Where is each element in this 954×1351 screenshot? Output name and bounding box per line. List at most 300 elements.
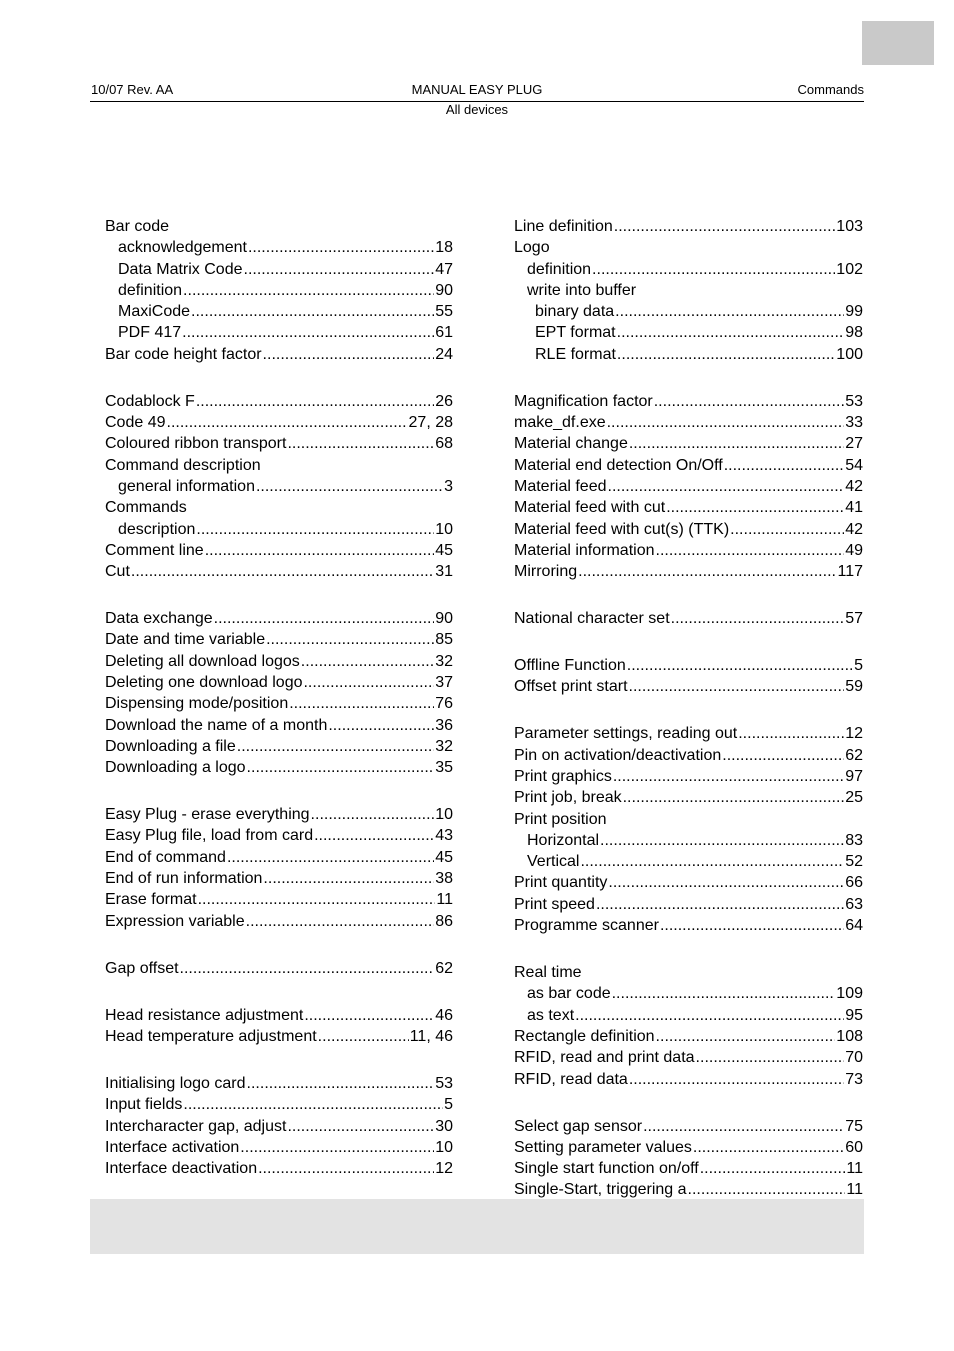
index-entry-page: 63 <box>845 895 863 913</box>
index-entry-label: Bar code height factor <box>105 345 262 363</box>
index-entry-label: Dispensing mode/position <box>105 695 289 713</box>
index-entry <box>514 723 863 744</box>
dot-leader <box>617 344 835 365</box>
dot-leader <box>608 872 844 893</box>
index-entry-page: 30 <box>435 1117 453 1135</box>
index-entry-label: Bar code <box>105 218 170 235</box>
dot-leader <box>246 911 435 932</box>
dot-leader <box>311 804 435 825</box>
index-entry-page: 98 <box>845 324 863 342</box>
group-spacer <box>105 1047 453 1073</box>
manual-title: MANUAL EASY PLUG <box>411 82 543 97</box>
index-entry-label: Date and time variable <box>105 631 266 649</box>
index-entry-label: Data exchange <box>105 610 213 628</box>
dot-leader <box>205 540 435 561</box>
dot-leader <box>607 412 845 433</box>
index-entry-label: EPT format <box>535 324 616 342</box>
index-entry <box>105 825 453 846</box>
index-entry <box>105 629 453 650</box>
index-entry-page: 31 <box>435 563 453 581</box>
index-entry <box>105 757 453 778</box>
dot-leader <box>131 561 434 582</box>
index-entry-page: 62 <box>845 746 863 764</box>
index-entry <box>514 1158 863 1179</box>
index-entry <box>105 958 453 979</box>
index-entry <box>105 301 453 322</box>
dot-leader <box>167 412 408 433</box>
index-entry <box>105 736 453 757</box>
index-entry-page: 11 <box>846 1160 863 1178</box>
index-entry <box>105 1158 453 1179</box>
index-entry <box>105 672 453 693</box>
index-column-left <box>105 216 453 1179</box>
device-scope-label: All devices <box>445 102 509 117</box>
group-spacer <box>105 932 453 958</box>
index-entry <box>105 259 453 280</box>
index-entry <box>514 1005 863 1026</box>
index-entry-page: 37 <box>435 674 453 692</box>
index-entry <box>105 455 453 476</box>
index-entry <box>514 322 863 343</box>
index-entry-label: binary data <box>535 303 615 321</box>
index-entry-page: 26 <box>435 392 453 410</box>
dot-leader <box>596 894 844 915</box>
index-entry-label: general information <box>118 477 255 495</box>
index-entry-page: 49 <box>845 541 863 559</box>
index-entry-label: Print speed <box>514 895 595 913</box>
index-entry <box>514 745 863 766</box>
index-entry-page: 53 <box>845 392 863 410</box>
dot-leader <box>301 651 434 672</box>
index-entry-label: Easy Plug file, load from card <box>105 827 314 845</box>
dot-leader <box>266 629 434 650</box>
dot-leader <box>666 497 844 518</box>
index-entry-label: End of command <box>105 848 226 866</box>
dot-leader <box>214 608 435 629</box>
index-entry-page: 10 <box>435 1138 453 1156</box>
index-entry <box>105 561 453 582</box>
group-spacer <box>514 698 863 724</box>
index-entry <box>514 391 863 412</box>
index-entry-page: 75 <box>845 1117 863 1135</box>
page-header <box>90 82 864 102</box>
index-entry-label: Material feed <box>514 477 607 495</box>
index-entry-page: 36 <box>435 716 453 734</box>
dot-leader <box>244 259 435 280</box>
index-entry <box>514 655 863 676</box>
index-entry <box>514 259 863 280</box>
index-entry-page: 12 <box>845 725 863 743</box>
index-entry-label: RFID, read and print data <box>514 1049 695 1067</box>
index-entry <box>514 830 863 851</box>
index-entry <box>105 280 453 301</box>
index-entry-label: Material end detection On/Off <box>514 456 723 474</box>
index-entry <box>105 1073 453 1094</box>
index-entry <box>514 809 863 830</box>
index-entry-page: 41 <box>845 499 863 517</box>
dot-leader <box>608 476 845 497</box>
index-entry-label: Print position <box>514 810 607 828</box>
index-entry <box>514 216 863 237</box>
index-entry <box>105 608 453 629</box>
index-entry-label: Single-Start, triggering a <box>514 1181 687 1199</box>
index-entry-label: Input fields <box>105 1096 183 1114</box>
index-entry-label: Real time <box>514 964 582 982</box>
index-entry-label: Cut <box>105 563 130 581</box>
index-entry-label: End of run information <box>105 870 263 888</box>
dot-leader <box>643 1116 844 1137</box>
dot-leader <box>318 1026 409 1047</box>
index-entry <box>514 851 863 872</box>
index-entry-label: Intercharacter gap, adjust <box>105 1117 287 1135</box>
dot-leader <box>613 766 844 787</box>
index-entry-page: 99 <box>845 303 863 321</box>
index-entry-label: Material change <box>514 435 628 453</box>
index-entry-page: 55 <box>435 303 453 321</box>
index-entry <box>105 889 453 910</box>
dot-leader <box>615 301 844 322</box>
group-spacer <box>514 629 863 655</box>
index-entry-label: Rectangle definition <box>514 1027 655 1045</box>
index-entry-page: 90 <box>435 610 453 628</box>
index-entry-page: 32 <box>435 652 453 670</box>
dot-leader <box>227 847 434 868</box>
index-entry-label: National character set <box>514 610 670 628</box>
group-spacer <box>514 582 863 608</box>
index-entry-page: 108 <box>836 1027 863 1045</box>
dot-leader <box>287 1116 434 1137</box>
dot-leader <box>629 433 844 454</box>
index-entry <box>105 476 453 497</box>
dot-leader <box>738 723 844 744</box>
revision-label: 10/07 Rev. AA <box>91 82 174 97</box>
dot-leader <box>656 540 845 561</box>
index-entry <box>514 519 863 540</box>
index-entry <box>105 715 453 736</box>
index-entry-page: 35 <box>435 759 453 777</box>
index-entry-page: 11, 46 <box>409 1027 453 1045</box>
index-entry <box>105 1026 453 1047</box>
index-entry-label: Gap offset <box>105 959 179 977</box>
index-entry-label: PDF 417 <box>118 324 182 342</box>
index-entry-page: 10 <box>435 806 453 824</box>
index-entry-label: Codablock F <box>105 392 195 410</box>
dot-leader <box>614 216 836 237</box>
index-entry-label: Single start function on/off <box>514 1160 699 1178</box>
index-entry-label: Command description <box>105 456 261 474</box>
dot-leader <box>191 301 434 322</box>
dot-leader <box>247 757 435 778</box>
index-entry-label: Pin on activation/deactivation <box>514 746 722 764</box>
index-entry-page: 90 <box>435 281 453 299</box>
index-entry <box>514 476 863 497</box>
dot-leader <box>258 1158 434 1179</box>
index-entry <box>105 412 453 433</box>
index-entry-label: Horizontal <box>527 831 600 849</box>
index-entry-page: 32 <box>435 737 453 755</box>
dot-leader <box>287 433 434 454</box>
dot-leader <box>629 676 845 697</box>
index-entry <box>514 540 863 561</box>
index-entry <box>514 1116 863 1137</box>
dot-leader <box>196 391 434 412</box>
index-entry-label: Expression variable <box>105 912 245 930</box>
index-entry-label: Deleting all download logos <box>105 652 300 670</box>
index-entry <box>105 1094 453 1115</box>
dot-leader <box>722 745 844 766</box>
corner-tab <box>862 21 934 65</box>
dot-leader <box>578 561 836 582</box>
index-entry-page: 27, 28 <box>408 414 453 432</box>
index-entry-page: 5 <box>854 657 863 675</box>
index-entry <box>105 1005 453 1026</box>
index-entry <box>105 344 453 365</box>
index-entry <box>105 540 453 561</box>
index-entry-label: Data Matrix Code <box>118 260 243 278</box>
index-column-right <box>514 216 863 1201</box>
dot-leader <box>303 672 434 693</box>
index-entry-label: Material feed with cut <box>514 499 666 517</box>
index-entry <box>105 519 453 540</box>
index-entry <box>514 676 863 697</box>
index-entry <box>514 1026 863 1047</box>
dot-leader <box>183 280 434 301</box>
index-entry <box>514 497 863 518</box>
index-entry-page: 102 <box>836 260 863 278</box>
index-entry-label: Mirroring <box>514 563 578 581</box>
index-entry-page: 42 <box>845 477 863 495</box>
index-entry <box>105 651 453 672</box>
group-spacer <box>514 1090 863 1116</box>
index-entry <box>514 608 863 629</box>
index-entry-label: Easy Plug - erase everything <box>105 806 310 824</box>
index-entry-label: Interface deactivation <box>105 1160 258 1178</box>
index-entry <box>105 1116 453 1137</box>
index-entry-page: 54 <box>845 456 863 474</box>
index-entry-page: 100 <box>836 345 863 363</box>
section-label: Commands <box>797 82 864 97</box>
index-entry-label: Initialising logo card <box>105 1074 246 1092</box>
index-entry-page: 45 <box>435 848 453 866</box>
index-entry <box>514 280 863 301</box>
dot-leader <box>660 915 844 936</box>
index-entry-label: Setting parameter values <box>514 1138 692 1156</box>
index-entry <box>514 983 863 1004</box>
index-entry <box>514 1069 863 1090</box>
index-entry-label: Vertical <box>527 853 580 871</box>
index-entry-page: 11 <box>846 1181 863 1199</box>
dot-leader <box>263 344 435 365</box>
index-entry-label: Downloading a logo <box>105 759 246 777</box>
index-entry <box>514 1047 863 1068</box>
index-entry-page: 27 <box>845 435 863 453</box>
index-entry-page: 43 <box>435 827 453 845</box>
index-entry <box>514 1137 863 1158</box>
index-entry-label: as text <box>527 1006 575 1024</box>
group-spacer <box>514 936 863 962</box>
index-entry <box>105 497 453 518</box>
index-entry-page: 5 <box>444 1096 453 1114</box>
group-spacer <box>105 979 453 1005</box>
index-entry-page: 38 <box>435 870 453 888</box>
index-entry <box>514 962 863 983</box>
index-entry <box>105 804 453 825</box>
dot-leader <box>196 519 434 540</box>
index-entry <box>105 693 453 714</box>
group-spacer <box>105 779 453 805</box>
dot-leader <box>600 830 844 851</box>
index-entry-page: 85 <box>435 631 453 649</box>
index-entry-label: Material information <box>514 541 655 559</box>
index-entry <box>514 433 863 454</box>
index-entry <box>105 216 453 237</box>
dot-leader <box>724 455 844 476</box>
dot-leader <box>688 1179 846 1200</box>
dot-leader <box>304 1005 434 1026</box>
index-entry <box>105 322 453 343</box>
index-entry-page: 68 <box>435 435 453 453</box>
index-entry-label: as bar code <box>527 985 611 1003</box>
dot-leader <box>256 476 443 497</box>
index-entry-page: 11 <box>436 891 453 909</box>
index-entry <box>514 412 863 433</box>
dot-leader <box>654 391 844 412</box>
dot-leader <box>240 1137 434 1158</box>
index-entry-label: Programme scanner <box>514 917 659 935</box>
index-entry-label: Print job, break <box>514 789 622 807</box>
index-entry-page: 33 <box>845 414 863 432</box>
dot-leader <box>592 259 835 280</box>
index-entry <box>514 894 863 915</box>
index-entry-label: Logo <box>514 239 550 257</box>
index-entry-label: Commands <box>105 499 187 517</box>
index-entry-page: 46 <box>435 1006 453 1024</box>
index-entry-page: 24 <box>435 345 453 363</box>
group-spacer <box>105 365 453 391</box>
index-entry <box>514 344 863 365</box>
footer-band <box>90 1199 864 1254</box>
index-entry-label: Comment line <box>105 541 204 559</box>
index-entry-label: MaxiCode <box>118 303 191 321</box>
index-entry-page: 47 <box>435 260 453 278</box>
index-entry-page: 53 <box>435 1074 453 1092</box>
index-entry-page: 73 <box>845 1070 863 1088</box>
index-entry <box>514 455 863 476</box>
index-entry-label: Print graphics <box>514 767 612 785</box>
index-entry-label: Magnification factor <box>514 392 653 410</box>
index-entry-label: Download the name of a month <box>105 716 328 734</box>
index-entry-page: 12 <box>435 1160 453 1178</box>
index-entry-label: Erase format <box>105 891 197 909</box>
index-entry <box>514 561 863 582</box>
index-entry-page: 52 <box>845 853 863 871</box>
dot-leader <box>183 1094 443 1115</box>
index-entry-label: RFID, read data <box>514 1070 628 1088</box>
index-entry-page: 61 <box>435 324 453 342</box>
index-entry <box>514 766 863 787</box>
index-entry-page: 103 <box>836 218 863 235</box>
index-entry-page: 117 <box>837 563 863 581</box>
index-entry-label: write into buffer <box>527 281 637 299</box>
index-entry-label: Offset print start <box>514 678 628 696</box>
index-entry-label: Head resistance adjustment <box>105 1006 304 1024</box>
index-entry-label: Head temperature adjustment <box>105 1027 317 1045</box>
index-entry-label: Downloading a file <box>105 737 236 755</box>
index-entry <box>105 237 453 258</box>
index-entry-label: Offline Function <box>514 657 626 675</box>
dot-leader <box>696 1047 845 1068</box>
dot-leader <box>182 322 434 343</box>
index-entry-page: 64 <box>845 917 863 935</box>
index-entry-label: Interface activation <box>105 1138 240 1156</box>
index-entry <box>514 237 863 258</box>
index-entry-label: Print quantity <box>514 874 608 892</box>
index-entry-label: Coloured ribbon transport <box>105 435 287 453</box>
index-entry-label: acknowledgement <box>118 239 247 257</box>
dot-leader <box>612 983 836 1004</box>
dot-leader <box>693 1137 844 1158</box>
index-entry-page: 25 <box>845 789 863 807</box>
index-entry-label: RLE format <box>535 345 616 363</box>
group-spacer <box>514 365 863 391</box>
index-entry <box>514 1179 863 1200</box>
index-entry-page: 86 <box>435 912 453 930</box>
dot-leader <box>617 322 845 343</box>
index-entry <box>105 391 453 412</box>
dot-leader <box>700 1158 846 1179</box>
dot-leader <box>627 655 853 676</box>
dot-leader <box>237 736 434 757</box>
index-entry <box>514 301 863 322</box>
index-entry-label: make_df.exe <box>514 414 606 432</box>
index-entry <box>105 911 453 932</box>
index-entry-page: 60 <box>845 1138 863 1156</box>
index-entry <box>514 915 863 936</box>
dot-leader <box>623 787 845 808</box>
index-entry-label: Parameter settings, reading out <box>514 725 738 743</box>
index-entry <box>105 868 453 889</box>
dot-leader <box>180 958 435 979</box>
index-entry-page: 95 <box>845 1006 863 1024</box>
dot-leader <box>198 889 436 910</box>
group-spacer <box>105 582 453 608</box>
index-entry-page: 62 <box>435 959 453 977</box>
index-entry-page: 42 <box>845 520 863 538</box>
index-entry-label: Select gap sensor <box>514 1117 643 1135</box>
index-entry-page: 45 <box>435 541 453 559</box>
index-entry-page: 70 <box>845 1049 863 1067</box>
dot-leader <box>248 237 434 258</box>
dot-leader <box>656 1026 836 1047</box>
dot-leader <box>629 1069 844 1090</box>
dot-leader <box>263 868 434 889</box>
dot-leader <box>730 519 844 540</box>
index-entry-page: 57 <box>845 610 863 628</box>
index-entry-label: definition <box>527 260 592 278</box>
dot-leader <box>575 1005 844 1026</box>
index-entry <box>105 847 453 868</box>
index-entry <box>105 1137 453 1158</box>
index-entry-label: Deleting one download logo <box>105 674 303 692</box>
index-entry-page: 66 <box>845 874 863 892</box>
index-entry-page: 76 <box>435 695 453 713</box>
dot-leader <box>328 715 434 736</box>
dot-leader <box>314 825 434 846</box>
index-entry-page: 59 <box>845 678 863 696</box>
index-entry-page: 83 <box>845 831 863 849</box>
index-entry-page: 3 <box>444 477 453 495</box>
index-entry <box>514 787 863 808</box>
